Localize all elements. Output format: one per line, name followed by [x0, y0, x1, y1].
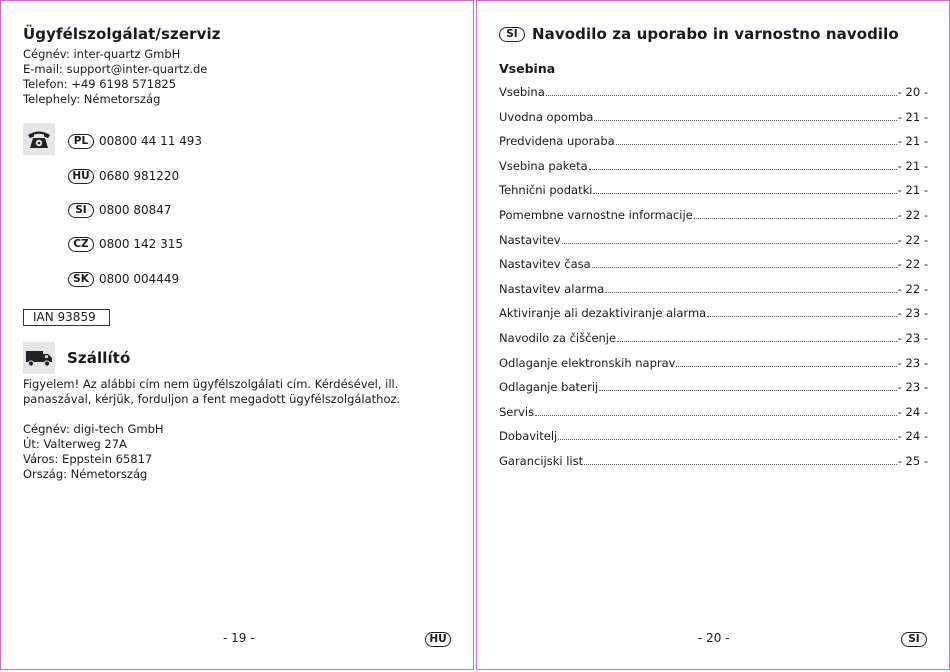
- hotline-number: 0800 80847: [99, 203, 172, 217]
- toc-label: Nastavitev alarma: [499, 281, 605, 296]
- toc-leader: [593, 193, 896, 194]
- toc-leader: [617, 341, 897, 342]
- shipping-city: Város: Eppstein 65817: [23, 452, 153, 466]
- toc-page: - 21 -: [897, 183, 928, 198]
- toc-page: - 22 -: [897, 281, 928, 296]
- toc-page: - 21 -: [897, 158, 928, 173]
- toc-label: Nastavitev: [499, 232, 561, 247]
- toc-leader: [584, 464, 897, 465]
- country-badge-cz: CZ: [68, 237, 94, 252]
- hotline-hu: [68, 167, 179, 185]
- language-badge-si-footer: SI: [901, 632, 927, 647]
- toc-label: Odlaganje elektronskih naprav: [499, 355, 676, 370]
- shipping-address: [23, 422, 164, 482]
- shipping-street: Út: Valterweg 27A: [23, 437, 127, 451]
- toc-entry[interactable]: [499, 380, 928, 405]
- table-of-contents: [499, 85, 928, 479]
- hotline-cz: [68, 235, 183, 253]
- toc-entry[interactable]: [499, 208, 928, 233]
- page-hu: [0, 0, 474, 670]
- toc-page: - 23 -: [897, 330, 928, 345]
- toc-leader: [616, 144, 897, 145]
- toc-leader: [535, 415, 897, 416]
- hotline-number: 0800 004449: [99, 272, 180, 286]
- toc-entry[interactable]: [499, 233, 928, 258]
- toc-label: Pomembne varnostne informacije: [499, 207, 693, 222]
- hotline-number: 0800 142 315: [99, 237, 183, 251]
- toc-entry[interactable]: [499, 110, 928, 135]
- toc-entry[interactable]: [499, 159, 928, 184]
- toc-label: Vsebina: [499, 85, 545, 99]
- toc-entry[interactable]: [499, 429, 928, 454]
- manual-header: [499, 25, 899, 43]
- toc-page: - 23 -: [897, 355, 928, 370]
- shipping-title: Szállító: [67, 349, 131, 367]
- language-badge-hu: HU: [425, 632, 451, 647]
- shipping-notice: Figyelem! Az alábbi cím nem ügyfélszolgálati cím. Kérdésével, ill. panaszával, kérjük, forduljon a fent megadott ügyfélszolgálathoz.: [23, 377, 401, 406]
- toc-page: - 24 -: [897, 404, 928, 419]
- toc-page: - 22 -: [897, 232, 928, 247]
- toc-page: - 21 -: [897, 109, 928, 124]
- toc-entry[interactable]: [499, 134, 928, 159]
- shipping-country: Ország: Németország: [23, 467, 148, 481]
- toc-page: - 21 -: [897, 134, 928, 149]
- toc-leader: [599, 390, 897, 391]
- page-si: [476, 0, 950, 670]
- truck-icon: [23, 342, 55, 374]
- ian-box: IAN 93859: [23, 309, 110, 326]
- toc-label: Vsebina paketa: [499, 158, 588, 173]
- toc-entry[interactable]: [499, 183, 928, 208]
- service-title: Ügyfélszolgálat/szerviz: [23, 25, 221, 43]
- toc-label: Dobavitelj: [499, 429, 558, 444]
- contact-block: [23, 47, 207, 107]
- language-badge-si: SI: [499, 27, 525, 42]
- toc-page: - 22 -: [897, 207, 928, 222]
- contact-company: Cégnév: inter-quartz GmbH: [23, 47, 181, 61]
- country-badge-pl: PL: [68, 134, 94, 149]
- contact-email: E-mail: support@inter-quartz.de: [23, 62, 208, 76]
- toc-entry[interactable]: [499, 331, 928, 356]
- toc-page: - 25 -: [897, 453, 928, 468]
- page-number: - 19 -: [223, 631, 255, 645]
- toc-entry[interactable]: [499, 454, 928, 479]
- toc-page: - 24 -: [897, 429, 928, 444]
- toc-entry[interactable]: [499, 356, 928, 381]
- page-number: - 20 -: [698, 631, 730, 645]
- hotline-si: [68, 201, 172, 219]
- country-badge-hu: HU: [68, 169, 94, 184]
- toc-page: - 23 -: [897, 306, 928, 321]
- hotline-number: 0680 981220: [99, 169, 180, 183]
- toc-entry[interactable]: [499, 405, 928, 430]
- shipping-company: Cégnév: digi-tech GmbH: [23, 422, 164, 436]
- contact-location: Telephely: Németország: [23, 92, 161, 106]
- telephone-icon: [23, 123, 55, 155]
- toc-entry[interactable]: [499, 85, 928, 110]
- toc-label: Navodilo za čiščenje: [499, 330, 617, 345]
- toc-entry[interactable]: [499, 306, 928, 331]
- toc-leader: [605, 292, 896, 293]
- toc-label: Nastavitev časa: [499, 257, 591, 272]
- toc-leader: [558, 439, 897, 440]
- toc-leader: [589, 169, 897, 170]
- toc-leader: [594, 120, 896, 121]
- toc-label: Predvidena uporaba: [499, 134, 615, 149]
- toc-page: - 22 -: [897, 257, 928, 272]
- country-badge-sk: SK: [68, 272, 94, 287]
- toc-entry[interactable]: [499, 282, 928, 307]
- contact-phone: Telefon: +49 6198 571825: [23, 77, 177, 91]
- toc-label: Garancijski list: [499, 453, 584, 468]
- manual-title: Navodilo za uporabo in varnostno navodilo: [532, 25, 899, 43]
- toc-leader: [546, 95, 897, 96]
- hotline-pl: [68, 132, 202, 150]
- toc-label: Aktiviranje ali dezaktiviranje alarma: [499, 306, 707, 321]
- toc-label: Odlaganje baterij: [499, 380, 599, 395]
- toc-label: Tehnični podatki: [499, 183, 593, 198]
- hotline-number: 00800 44 11 493: [99, 134, 203, 148]
- toc-leader: [694, 218, 897, 219]
- toc-label: Servis: [499, 404, 535, 419]
- toc-label: Uvodna opomba: [499, 109, 594, 124]
- country-badge-si: SI: [68, 203, 94, 218]
- toc-leader: [562, 243, 897, 244]
- toc-page: - 20 -: [897, 85, 928, 99]
- toc-leader: [707, 316, 897, 317]
- toc-leader: [592, 267, 897, 268]
- toc-leader: [676, 366, 896, 367]
- toc-page: - 23 -: [897, 380, 928, 395]
- toc-entry[interactable]: [499, 257, 928, 282]
- hotline-sk: [68, 270, 179, 288]
- toc-heading: Vsebina: [499, 61, 556, 76]
